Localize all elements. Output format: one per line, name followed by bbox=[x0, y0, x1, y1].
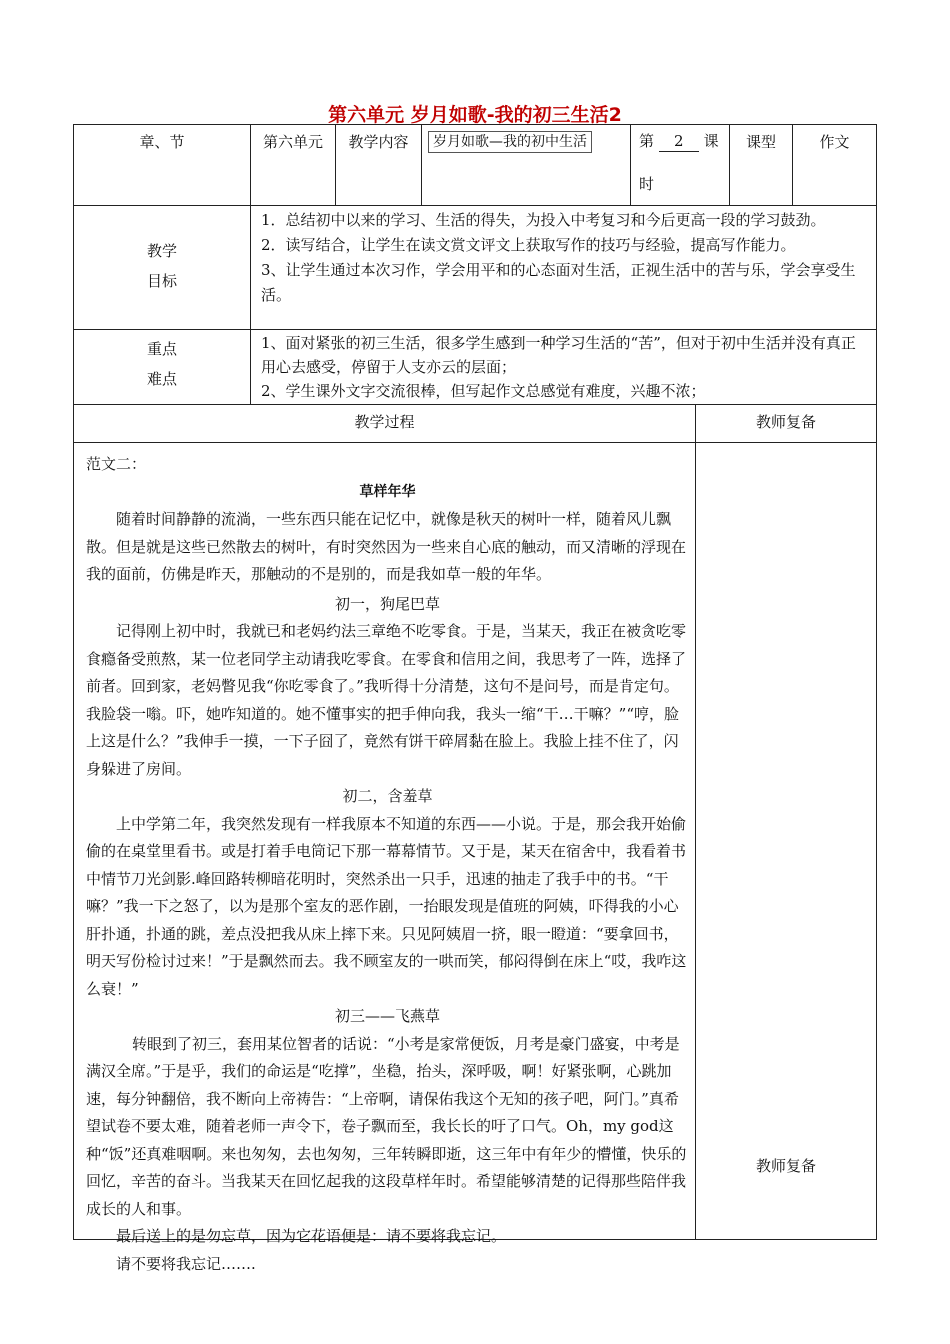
essay-paragraph: 随着时间静静的流淌，一些东西只能在记忆中，就像是秋天的树叶一样，随着风儿飘散。但是就是这些已然散去的树叶，有时突然因为一些来自心底的触动，而又清晰的浮现在我的面前，仿佛是昨天，那触动的不是别的，而是我如草一般的年华。 bbox=[86, 510, 687, 583]
keypoints-content-cell bbox=[250, 329, 877, 405]
objectives-content-cell bbox=[250, 205, 877, 330]
chapter-label-cell bbox=[73, 124, 251, 206]
lesson-cell bbox=[630, 124, 730, 206]
process-header-cell bbox=[73, 404, 696, 443]
essay-intro: 范文二： bbox=[86, 455, 147, 473]
essay-section-heading: 初二，含羞草 bbox=[342, 787, 433, 805]
essay-paragraph: 请不要将我忘记……. bbox=[116, 1254, 256, 1273]
process-header: 教学过程 bbox=[354, 413, 415, 431]
essay-title: 草样年华 bbox=[359, 483, 416, 500]
essay-cell bbox=[73, 442, 696, 1273]
chapter-value-cell bbox=[250, 124, 336, 206]
side-note: 教师复备 bbox=[755, 1157, 816, 1175]
lesson-prefix: 第 bbox=[639, 132, 655, 150]
page-title: 第六单元 岁月如歌-我的初三生活2 bbox=[328, 104, 622, 126]
essay-paragraph: 上中学第二年，我突然发现有一样我原本不知道的东西——小说。于是，那会我开始偷偷的在桌堂里看书。或是打着手电筒记下那一幕幕情节。又于是，某天在宿舍中，我看着书中情节刀光剑影.峰回路转柳暗花明时，突然杀出一只手，迅速的抽走了我手中的书。“干嘛？”我一下之怒了，以为是那个室友的恶作剧，一抬眼发现是值班的阿姨，吓得我的小心肝扑通，扑通的跳，差点没把我从床上摔下来。只见阿姨眉一挤，眼一瞪道：“要拿回书，明天写份检讨过来！”于是飘然而去。我不顾室友的一哄而笑，郁闷得倒在床上“哎，我咋这么衰！” bbox=[86, 814, 687, 998]
lesson-suffix: 课 bbox=[703, 132, 719, 150]
essay-section-heading: 初三——飞燕草 bbox=[334, 1007, 440, 1025]
type-label: 课型 bbox=[745, 133, 776, 151]
side-note-cell bbox=[695, 442, 877, 1240]
essay-paragraph: 转眼到了初三，套用某位智者的话说：“小考是家常便饭，月考是豪门盛宴，中考是满汉全席。”于是乎，我们的命运是“吃撑”，坐稳，抬头，深呼吸，啊！好紧张啊，心跳加速，每分钟翻倍，我不断向上帝祷告：“上帝啊，请保佑我这个无知的孩子吧，阿门。”真希望试卷不要太难，随着老师一声令下，卷子飘而至，我长长的吁了口气。Oh，my god这种“饭”还真难咽啊。来也匆匆，去也匆匆，三年转瞬即逝，这三年中有年少的懵懂，快乐的回忆，辛苦的奋斗。当我某天在回忆起我的这段草样年时。希望能够清楚的记得那些陪伴我成长的人和事。 bbox=[86, 1034, 687, 1218]
objectives-label-cell bbox=[73, 205, 251, 330]
objective-item: 2．读写结合，让学生在读文赏文评文上获取写作的技巧与经验，提高写作能力。 bbox=[261, 236, 796, 254]
objectives-label-2: 目标 bbox=[146, 272, 177, 290]
objective-item: 1．总结初中以来的学习、生活的得失，为投入中考复习和今后更高一段的学习鼓劲。 bbox=[261, 211, 826, 229]
objective-item: 3、让学生通过本次习作，学会用平和的心态面对生活，正视生活中的苦与乐，学会享受生活。 bbox=[261, 261, 856, 304]
content-label: 教学内容 bbox=[348, 133, 409, 151]
essay-paragraph: 最后送上的是勿忘草，因为它花语便是：请不要将我忘记。 bbox=[116, 1227, 507, 1245]
keypoints-label-2: 难点 bbox=[146, 370, 177, 388]
essay-section-heading: 初一，狗尾巴草 bbox=[334, 594, 440, 613]
content-value: 岁月如歌—我的初中生活 bbox=[428, 131, 592, 153]
lesson-suffix-2: 时 bbox=[639, 175, 655, 193]
keypoints-label-1: 重点 bbox=[146, 340, 177, 358]
side-header-cell bbox=[695, 404, 877, 443]
chapter-label: 章、节 bbox=[139, 133, 185, 151]
keypoint-item: 2、学生课外文字交流很棒，但写起作文总感觉有难度，兴趣不浓； bbox=[261, 382, 706, 400]
lesson-number: 2 bbox=[659, 131, 699, 152]
type-label-cell bbox=[729, 124, 793, 206]
objectives-label-1: 教学 bbox=[146, 242, 177, 260]
keypoint-item: 1、面对紧张的初三生活，很多学生感到一种学习生活的“苦”，但对于初中生活并没有真正用心去感受，停留于人支亦云的层面； bbox=[261, 334, 856, 376]
type-value: 作文 bbox=[819, 133, 850, 151]
side-header: 教师复备 bbox=[755, 413, 816, 431]
content-value-cell bbox=[421, 124, 631, 206]
content-label-cell bbox=[335, 124, 422, 206]
keypoints-label-cell bbox=[73, 329, 251, 405]
type-value-cell bbox=[792, 124, 877, 206]
chapter-value: 第六单元 bbox=[262, 133, 323, 151]
essay-paragraph: 记得刚上初中时，我就已和老妈约法三章绝不吃零食。于是，当某天，我正在被贪吃零食瘾备受煎熬，某一位老同学主动请我吃零食。在零食和信用之间，我思考了一阵，选择了前者。回到家，老妈瞥见我“你吃零食了。”我听得十分清楚，这句不是问号，而是肯定句。我脸袋一嗡。吓，她咋知道的。她不懂事实的把手伸向我，我头一缩“干…干嘛？”“哼，脸上这是什么？”我伸手一摸，一下子囧了，竟然有饼干碎屑黏在脸上。我脸上挂不住了，闪身躲进了房间。 bbox=[86, 622, 687, 778]
